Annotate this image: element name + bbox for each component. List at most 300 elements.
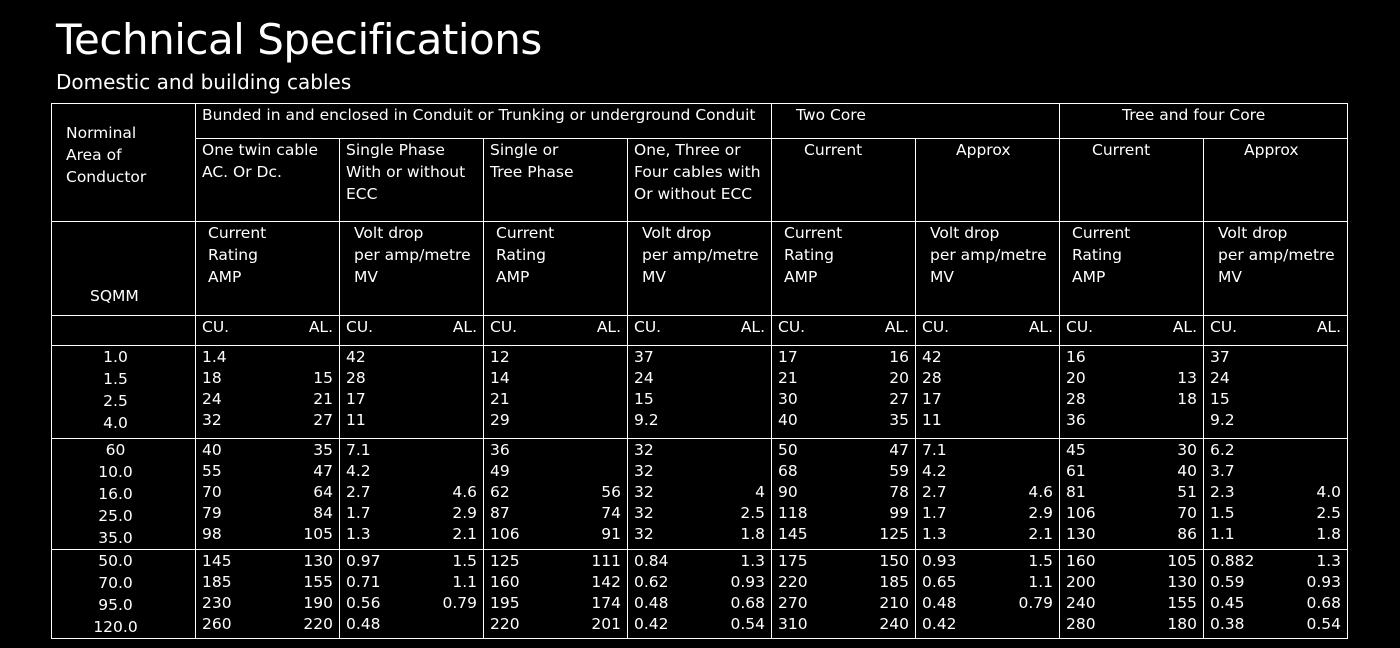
- cu-value: 185: [202, 573, 232, 591]
- unit-header-text: Rating: [208, 246, 258, 264]
- value-row: [1210, 613, 1341, 634]
- cu-value: 280: [1066, 615, 1096, 633]
- unit-header-text: Current: [784, 224, 843, 242]
- al-value: 1.1: [1028, 573, 1053, 591]
- data-cell-col-8: [1204, 346, 1348, 439]
- subheader-text: Four cables with: [634, 163, 761, 181]
- cu-value: 0.62: [634, 573, 669, 591]
- value-row: [1210, 409, 1341, 430]
- subheader-text: Approx: [956, 141, 1011, 159]
- al-value: 91: [601, 525, 621, 543]
- cu-value: 15: [634, 390, 654, 408]
- size-cell: [52, 346, 196, 439]
- value-row: [778, 388, 909, 409]
- value-row: [778, 367, 909, 388]
- value-row: [346, 388, 477, 409]
- al-value: 220: [303, 615, 333, 633]
- value-row: [490, 523, 621, 544]
- cu-value: 118: [778, 504, 808, 522]
- value-row: [1210, 523, 1341, 544]
- data-cell-col-8: [1204, 550, 1348, 639]
- unit-header-col-2: [340, 222, 484, 316]
- value-row: [1066, 439, 1197, 460]
- cu-value: 14: [490, 369, 510, 387]
- al-value: 150: [879, 552, 909, 570]
- value-row: [202, 571, 333, 592]
- cu-value: 16: [1066, 348, 1086, 366]
- al-value: 84: [313, 504, 333, 522]
- cu-value: 11: [346, 411, 366, 429]
- cu-label: CU.: [922, 318, 950, 336]
- cu-value: 220: [778, 573, 808, 591]
- value-row: [202, 460, 333, 481]
- value-row: [634, 346, 765, 367]
- size-value: 16.0: [98, 485, 133, 503]
- al-value: 4.6: [1028, 483, 1053, 501]
- al-value: 27: [889, 390, 909, 408]
- unit-header-text: Rating: [784, 246, 834, 264]
- value-row: [634, 367, 765, 388]
- unit-header-text: AMP: [496, 268, 530, 286]
- page-title: Technical Specifications: [56, 15, 542, 64]
- al-value: 47: [313, 462, 333, 480]
- size-value: 35.0: [98, 529, 133, 547]
- unit-header-text: MV: [354, 268, 378, 286]
- size-value: 2.5: [103, 392, 128, 410]
- al-label: AL.: [596, 318, 621, 336]
- value-row: [1066, 502, 1197, 523]
- al-value: 1.5: [1028, 552, 1053, 570]
- cu-value: 36: [490, 441, 510, 459]
- unit-header-text: Volt drop: [930, 224, 1000, 242]
- cu-value: 4.2: [346, 462, 371, 480]
- al-value: 1.8: [740, 525, 765, 543]
- cu-value: 0.71: [346, 573, 381, 591]
- cu-label: CU.: [634, 318, 662, 336]
- al-value: 125: [879, 525, 909, 543]
- al-value: 2.5: [1316, 504, 1341, 522]
- unit-header-text: Volt drop: [1218, 224, 1288, 242]
- data-cell-col-1: [196, 439, 340, 550]
- cu-value: 0.84: [634, 552, 669, 570]
- unit-header-text: per amp/metre: [642, 246, 759, 264]
- al-value: 130: [303, 552, 333, 570]
- al-value: 105: [303, 525, 333, 543]
- cu-value: 106: [490, 525, 520, 543]
- data-cell-col-1: [196, 550, 340, 639]
- cu-value: 17: [778, 348, 798, 366]
- al-value: 0.54: [1306, 615, 1341, 633]
- value-row: [346, 613, 477, 634]
- al-value: 180: [1167, 615, 1197, 633]
- value-row: [778, 346, 909, 367]
- value-row: [1210, 367, 1341, 388]
- value-row: [1066, 523, 1197, 544]
- page-subtitle: Domestic and building cables: [56, 70, 352, 94]
- al-value: 13: [1177, 369, 1197, 387]
- data-cell-col-4: [628, 439, 772, 550]
- value-row: [778, 571, 909, 592]
- sqmm-header: SQMM: [52, 222, 196, 316]
- cu-value: 79: [202, 504, 222, 522]
- cu-value: 90: [778, 483, 798, 501]
- cu-value: 2.7: [922, 483, 947, 501]
- cu-value: 28: [922, 369, 942, 387]
- subheader-text: Or without ECC: [634, 185, 753, 203]
- cu-value: 98: [202, 525, 222, 543]
- data-cell-col-6: [916, 550, 1060, 639]
- data-cell-col-8: [1204, 439, 1348, 550]
- value-row: [922, 346, 1053, 367]
- cu-label: CU.: [1210, 318, 1238, 336]
- cu-value: 24: [202, 390, 222, 408]
- al-value: 0.93: [1306, 573, 1341, 591]
- al-value: 155: [303, 573, 333, 591]
- value-row: [202, 346, 333, 367]
- value-row: [634, 409, 765, 430]
- cu-label: CU.: [1066, 318, 1094, 336]
- data-cell-col-1: [196, 346, 340, 439]
- al-value: 0.79: [442, 594, 477, 612]
- cu-value: 50: [778, 441, 798, 459]
- al-value: 51: [1177, 483, 1197, 501]
- value-row: [346, 592, 477, 613]
- three-four-core-header: Tree and four Core: [1060, 104, 1348, 139]
- value-row: [1210, 460, 1341, 481]
- size-value: 1.5: [103, 370, 128, 388]
- cu-value: 49: [490, 462, 510, 480]
- cu-value: 29: [490, 411, 510, 429]
- cu-value: 0.59: [1210, 573, 1245, 591]
- unit-header-text: AMP: [208, 268, 242, 286]
- value-row: [1210, 481, 1341, 502]
- cu-value: 37: [634, 348, 654, 366]
- value-row: [922, 367, 1053, 388]
- al-value: 59: [889, 462, 909, 480]
- conduit-group-header: Bunded in and enclosed in Conduit or Trunking or underground Conduit: [196, 104, 772, 139]
- value-row: [490, 502, 621, 523]
- data-cell-col-3: [484, 439, 628, 550]
- value-row: [922, 523, 1053, 544]
- al-label: AL.: [452, 318, 477, 336]
- value-row: [778, 592, 909, 613]
- value-row: [202, 367, 333, 388]
- size-value: 4.0: [103, 414, 128, 432]
- cu-value: 20: [1066, 369, 1086, 387]
- cu-value: 1.7: [346, 504, 371, 522]
- cu-al-header-col-7: [1060, 316, 1204, 346]
- data-cell-col-2: [340, 550, 484, 639]
- data-cell-col-3: [484, 346, 628, 439]
- cu-value: 260: [202, 615, 232, 633]
- subheader-col-5: [772, 139, 916, 222]
- cu-value: 55: [202, 462, 222, 480]
- cu-value: 81: [1066, 483, 1086, 501]
- value-row: [490, 388, 621, 409]
- cu-value: 270: [778, 594, 808, 612]
- cu-value: 32: [634, 504, 654, 522]
- value-row: [202, 523, 333, 544]
- value-row: [778, 550, 909, 571]
- value-row: [1066, 346, 1197, 367]
- cu-value: 160: [490, 573, 520, 591]
- al-value: 86: [1177, 525, 1197, 543]
- value-row: [922, 613, 1053, 634]
- data-group-1: [52, 346, 1348, 439]
- al-value: 4: [755, 483, 765, 501]
- cu-value: 0.45: [1210, 594, 1245, 612]
- size-cell: [52, 550, 196, 639]
- al-value: 30: [1177, 441, 1197, 459]
- al-label: AL.: [308, 318, 333, 336]
- cu-value: 1.5: [1210, 504, 1235, 522]
- al-value: 47: [889, 441, 909, 459]
- cu-value: 200: [1066, 573, 1096, 591]
- value-row: [922, 388, 1053, 409]
- value-row: [346, 409, 477, 430]
- unit-header-text: per amp/metre: [1218, 246, 1335, 264]
- cu-label: CU.: [202, 318, 230, 336]
- cu-value: 2.7: [346, 483, 371, 501]
- value-row: [490, 550, 621, 571]
- cu-value: 24: [634, 369, 654, 387]
- value-row: [202, 592, 333, 613]
- al-label: AL.: [884, 318, 909, 336]
- value-row: [1210, 346, 1341, 367]
- cu-al-header-col-3: [484, 316, 628, 346]
- cu-value: 28: [346, 369, 366, 387]
- subheader-col-6: [916, 139, 1060, 222]
- value-row: [778, 523, 909, 544]
- cu-value: 1.7: [922, 504, 947, 522]
- cu-al-header-col-1: [196, 316, 340, 346]
- value-row: [1066, 571, 1197, 592]
- value-row: [1210, 571, 1341, 592]
- unit-header-col-7: [1060, 222, 1204, 316]
- value-row: [634, 550, 765, 571]
- al-value: 4.6: [452, 483, 477, 501]
- al-value: 105: [1167, 552, 1197, 570]
- cu-value: 6.2: [1210, 441, 1235, 459]
- subheader-text: Current: [1092, 141, 1151, 159]
- value-row: [922, 571, 1053, 592]
- cu-label: CU.: [490, 318, 518, 336]
- al-value: 240: [879, 615, 909, 633]
- al-value: 1.3: [740, 552, 765, 570]
- header-row-units: [52, 222, 1348, 316]
- al-value: 1.5: [452, 552, 477, 570]
- subheader-text: AC. Or Dc.: [202, 163, 282, 181]
- cu-value: 87: [490, 504, 510, 522]
- cu-value: 7.1: [346, 441, 371, 459]
- value-row: [1066, 613, 1197, 634]
- size-value: 120.0: [93, 618, 138, 636]
- al-value: 210: [879, 594, 909, 612]
- value-row: [490, 367, 621, 388]
- value-row: [346, 439, 477, 460]
- cu-value: 195: [490, 594, 520, 612]
- unit-header-text: Rating: [1072, 246, 1122, 264]
- value-row: [634, 481, 765, 502]
- value-row: [1210, 550, 1341, 571]
- al-value: 40: [1177, 462, 1197, 480]
- data-cell-col-3: [484, 550, 628, 639]
- cu-value: 37: [1210, 348, 1230, 366]
- header-row-sub: [52, 139, 1348, 222]
- cu-al-header-col-2: [340, 316, 484, 346]
- value-row: [634, 592, 765, 613]
- cu-value: 160: [1066, 552, 1096, 570]
- al-value: 16: [889, 348, 909, 366]
- subheader-col-4: [628, 139, 772, 222]
- subheader-col-3: [484, 139, 628, 222]
- cu-value: 12: [490, 348, 510, 366]
- value-row: [634, 502, 765, 523]
- value-row: [202, 613, 333, 634]
- value-row: [202, 439, 333, 460]
- value-row: [778, 409, 909, 430]
- al-value: 4.0: [1316, 483, 1341, 501]
- subheader-text: Current: [804, 141, 863, 159]
- value-row: [1210, 502, 1341, 523]
- data-cell-col-6: [916, 346, 1060, 439]
- subheader-col-7: [1060, 139, 1204, 222]
- cu-value: 40: [202, 441, 222, 459]
- cu-value: 21: [490, 390, 510, 408]
- cu-value: 0.56: [346, 594, 381, 612]
- subheader-text: One twin cable: [202, 141, 319, 159]
- cu-value: 0.93: [922, 552, 957, 570]
- al-value: 130: [1167, 573, 1197, 591]
- subheader-text: With or without: [346, 163, 466, 181]
- al-value: 0.68: [730, 594, 765, 612]
- cu-value: 0.48: [634, 594, 669, 612]
- subheader-text: ECC: [346, 185, 378, 203]
- unit-header-col-4: [628, 222, 772, 316]
- cu-value: 32: [634, 462, 654, 480]
- unit-header-text: Volt drop: [354, 224, 424, 242]
- cu-label: CU.: [778, 318, 806, 336]
- value-row: [202, 388, 333, 409]
- data-cell-col-7: [1060, 439, 1204, 550]
- cu-value: 32: [634, 441, 654, 459]
- cu-value: 62: [490, 483, 510, 501]
- al-value: 74: [601, 504, 621, 522]
- value-row: [922, 502, 1053, 523]
- al-value: 0.79: [1018, 594, 1053, 612]
- cu-value: 0.48: [346, 615, 381, 633]
- al-value: 1.8: [1316, 525, 1341, 543]
- cu-value: 125: [490, 552, 520, 570]
- unit-header-text: per amp/metre: [930, 246, 1047, 264]
- cu-value: 0.42: [922, 615, 957, 633]
- value-row: [922, 550, 1053, 571]
- value-row: [490, 439, 621, 460]
- data-group-3: [52, 550, 1348, 639]
- data-cell-col-5: [772, 346, 916, 439]
- value-row: [922, 592, 1053, 613]
- value-row: [202, 502, 333, 523]
- unit-header-col-8: [1204, 222, 1348, 316]
- cu-value: 7.1: [922, 441, 947, 459]
- al-label: AL.: [1172, 318, 1197, 336]
- cu-value: 1.1: [1210, 525, 1235, 543]
- subheader-text: Single Phase: [346, 141, 445, 159]
- value-row: [346, 550, 477, 571]
- value-row: [778, 613, 909, 634]
- value-row: [1066, 367, 1197, 388]
- value-row: [922, 460, 1053, 481]
- unit-header-text: AMP: [784, 268, 818, 286]
- cu-value: 310: [778, 615, 808, 633]
- al-value: 2.5: [740, 504, 765, 522]
- value-row: [634, 460, 765, 481]
- unit-header-text: Volt drop: [642, 224, 712, 242]
- al-value: 35: [889, 411, 909, 429]
- data-group-2: [52, 439, 1348, 550]
- al-value: 2.1: [1028, 525, 1053, 543]
- spec-table: [51, 103, 1348, 639]
- al-value: 2.9: [452, 504, 477, 522]
- value-row: [202, 550, 333, 571]
- unit-header-col-1: [196, 222, 340, 316]
- cu-value: 0.42: [634, 615, 669, 633]
- al-value: 21: [313, 390, 333, 408]
- cu-value: 15: [1210, 390, 1230, 408]
- unit-header-text: MV: [642, 268, 666, 286]
- cu-value: 70: [202, 483, 222, 501]
- al-value: 56: [601, 483, 621, 501]
- subheader-col-2: [340, 139, 484, 222]
- al-label: AL.: [1316, 318, 1341, 336]
- cu-value: 40: [778, 411, 798, 429]
- cu-value: 0.882: [1210, 552, 1255, 570]
- al-value: 15: [313, 369, 333, 387]
- value-row: [1066, 460, 1197, 481]
- value-row: [346, 367, 477, 388]
- value-row: [1066, 388, 1197, 409]
- cu-value: 130: [1066, 525, 1096, 543]
- al-label: AL.: [740, 318, 765, 336]
- unit-header-text: Current: [1072, 224, 1131, 242]
- cu-value: 230: [202, 594, 232, 612]
- cu-value: 106: [1066, 504, 1096, 522]
- al-value: 0.93: [730, 573, 765, 591]
- data-cell-col-4: [628, 550, 772, 639]
- cu-value: 61: [1066, 462, 1086, 480]
- cu-value: 0.38: [1210, 615, 1245, 633]
- al-value: 1.1: [452, 573, 477, 591]
- data-cell-col-5: [772, 550, 916, 639]
- size-value: 1.0: [103, 348, 128, 366]
- cu-value: 0.48: [922, 594, 957, 612]
- cu-al-header-col-6: [916, 316, 1060, 346]
- cu-value: 30: [778, 390, 798, 408]
- value-row: [490, 481, 621, 502]
- value-row: [490, 460, 621, 481]
- cu-value: 42: [922, 348, 942, 366]
- al-value: 1.3: [1316, 552, 1341, 570]
- value-row: [490, 346, 621, 367]
- al-value: 64: [313, 483, 333, 501]
- value-row: [634, 523, 765, 544]
- value-row: [490, 592, 621, 613]
- subheader-text: Single or: [490, 141, 559, 159]
- al-value: 78: [889, 483, 909, 501]
- cu-al-header-col-5: [772, 316, 916, 346]
- cu-value: 32: [634, 525, 654, 543]
- value-row: [202, 409, 333, 430]
